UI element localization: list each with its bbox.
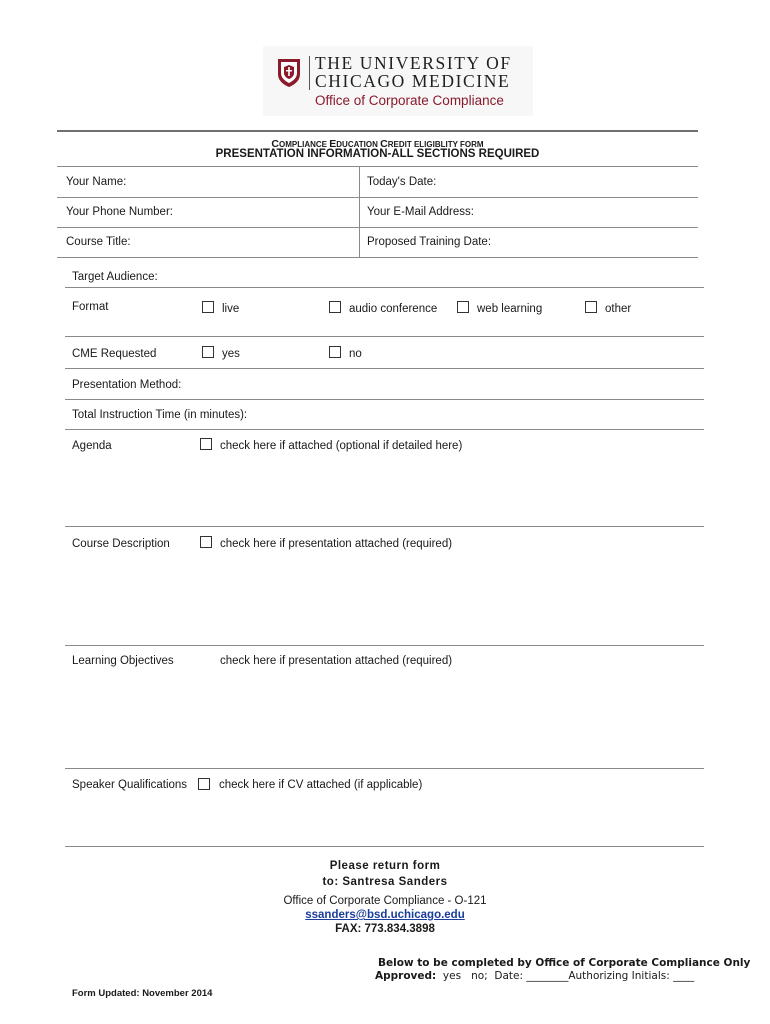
course-description-check-text: check here if presentation attached (required) [220, 538, 453, 550]
logo-office-name: Office of Corporate Compliance [315, 93, 504, 108]
logo-line-2: CHICAGO MEDICINE [315, 71, 511, 91]
approval-fields: yes no; Date: ________Authorizing Initials: ____ [436, 970, 695, 982]
return-office: Office of Corporate Compliance - O-121 [283, 895, 487, 907]
cme-yes-checkbox[interactable] [202, 346, 214, 358]
format-other-label: other [605, 303, 632, 315]
todays-date-label: Today's Date: [367, 176, 437, 188]
cme-yes-label: yes [222, 348, 240, 360]
format-audio-label: audio conference [349, 303, 438, 315]
cme-label: CME Requested [72, 348, 157, 360]
format-live-checkbox[interactable] [202, 301, 214, 313]
speaker-cv-checkbox[interactable] [198, 778, 210, 790]
approved-label: Approved: [375, 970, 437, 982]
format-live-label: live [222, 303, 240, 315]
format-other-checkbox[interactable] [585, 301, 597, 313]
learning-objectives-label: Learning Objectives [72, 655, 174, 667]
form-title-cap-0: C [271, 138, 280, 150]
agenda-label: Agenda [72, 440, 112, 452]
cme-no-checkbox[interactable] [329, 346, 341, 358]
university-logo [263, 46, 533, 116]
speaker-qualifications-label: Speaker Qualifications [72, 779, 188, 791]
office-use-line: Below to be completed by Office of Corporate Compliance Only [378, 957, 751, 969]
course-description-checkbox[interactable] [200, 536, 212, 548]
cme-no-label: no [349, 348, 362, 360]
shield-icon [277, 58, 301, 88]
form-title-rest-1: DUCATION [336, 140, 381, 149]
target-audience-label: Target Audience: [72, 271, 158, 283]
return-line-2: to: Santresa Sanders [322, 876, 448, 888]
format-web-checkbox[interactable] [457, 301, 469, 313]
format-web-label: web learning [477, 303, 543, 315]
logo-line-1: THE UNIVERSITY OF [315, 53, 512, 73]
return-fax: FAX: 773.834.3898 [335, 923, 435, 935]
form-subtitle: PRESENTATION INFORMATION-ALL SECTIONS REQUIRED [215, 148, 540, 160]
phone-label: Your Phone Number: [66, 206, 173, 218]
speaker-cv-check-text: check here if CV attached (if applicable) [219, 779, 423, 791]
form-updated: Form Updated: November 2014 [72, 988, 213, 999]
return-email-link[interactable]: ssanders@bsd.uchicago.edu [305, 909, 465, 921]
return-email-container [0, 909, 770, 921]
total-time-label: Total Instruction Time (in minutes): [72, 409, 248, 421]
training-date-label: Proposed Training Date: [367, 236, 492, 248]
format-label: Format [72, 301, 109, 313]
form-title-cap-1: E [329, 138, 337, 150]
format-audio-checkbox[interactable] [329, 301, 341, 313]
course-title-label: Course Title: [66, 236, 131, 248]
course-description-label: Course Description [72, 538, 170, 550]
return-line-1: Please return form [329, 860, 441, 872]
form-title-rest-0: OMPLIANCE [279, 140, 330, 149]
form-title-rest-2: REDIT ELIGIBLITY FORM [387, 140, 484, 149]
your-name-label: Your Name: [66, 176, 127, 188]
approval-line [375, 970, 694, 982]
agenda-check-text: check here if attached (optional if detailed here) [220, 440, 463, 452]
presentation-method-label: Presentation Method: [72, 379, 182, 391]
learning-objectives-check-text: check here if presentation attached (required) [220, 655, 453, 667]
form-title-cap-2: C [380, 138, 388, 150]
agenda-attached-checkbox[interactable] [200, 438, 212, 450]
email-label: Your E-Mail Address: [367, 206, 474, 218]
